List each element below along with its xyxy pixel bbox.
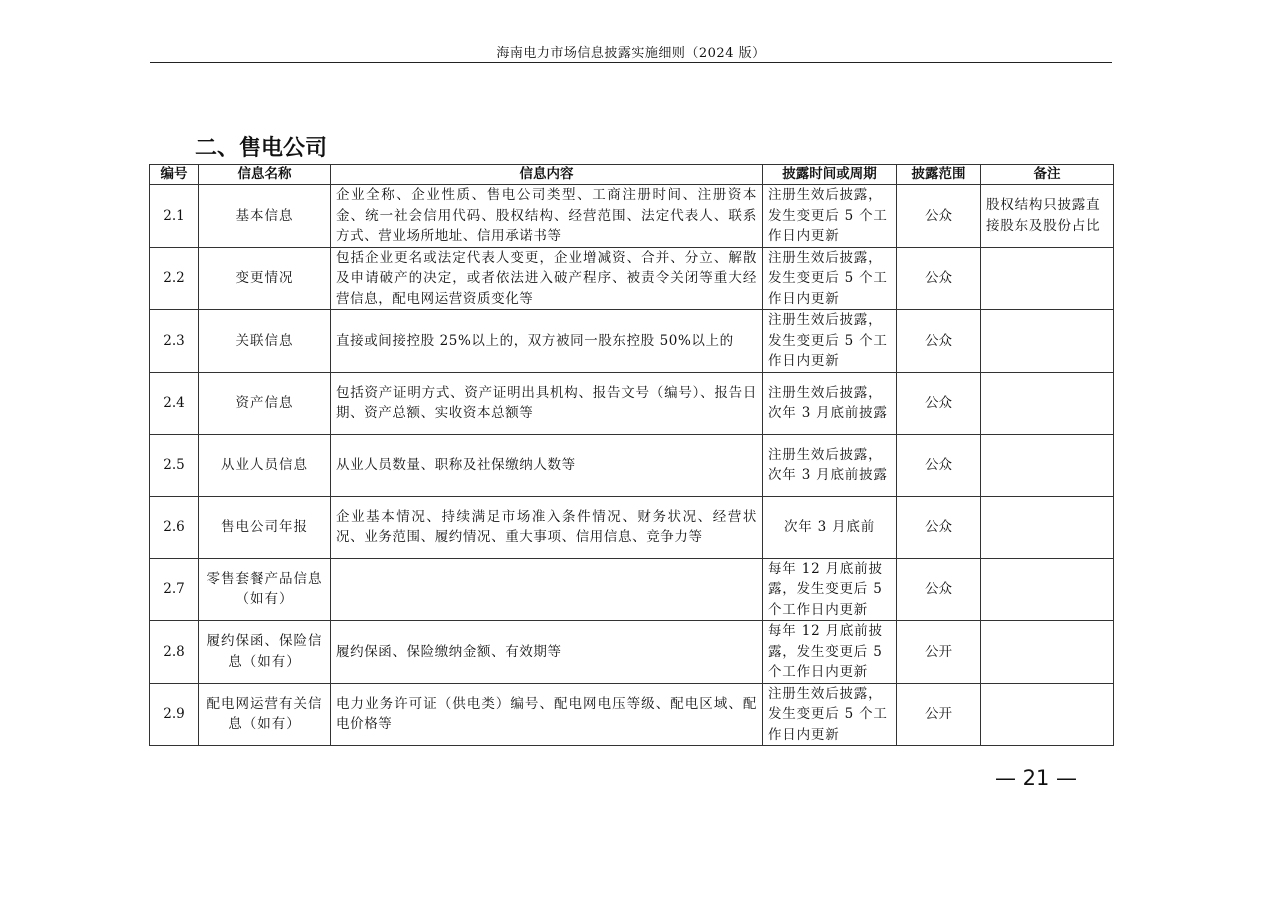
table-row [150, 372, 1114, 434]
row-time: 注册生效后披露，次年 3 月底前披露 [763, 434, 897, 496]
row-content: 直接或间接控股 25%以上的，双方被同一股东控股 50%以上的 [331, 310, 763, 373]
row-num: 2.6 [150, 496, 199, 558]
row-time: 每年 12 月底前披露，发生变更后 5 个工作日内更新 [763, 621, 897, 684]
row-num: 2.5 [150, 434, 199, 496]
row-name: 变更情况 [199, 247, 331, 310]
row-note [981, 434, 1114, 496]
section-title: 二、售电公司 [195, 136, 328, 161]
row-num: 2.8 [150, 621, 199, 684]
row-num: 2.9 [150, 683, 199, 746]
row-time: 每年 12 月底前披露，发生变更后 5 个工作日内更新 [763, 558, 897, 621]
row-time: 注册生效后披露，次年 3 月底前披露 [763, 372, 897, 434]
row-content: 电力业务许可证（供电类）编号、配电网电压等级、配电区域、配电价格等 [331, 683, 763, 746]
header-num: 编号 [150, 165, 199, 185]
row-scope: 公众 [897, 434, 981, 496]
row-num: 2.1 [150, 185, 199, 248]
header-content: 信息内容 [331, 165, 763, 185]
row-note [981, 558, 1114, 621]
row-content: 履约保函、保险缴纳金额、有效期等 [331, 621, 763, 684]
row-name: 配电网运营有关信息（如有） [199, 683, 331, 746]
row-num: 2.7 [150, 558, 199, 621]
row-time: 注册生效后披露，发生变更后 5 个工作日内更新 [763, 185, 897, 248]
header-note: 备注 [981, 165, 1114, 185]
row-name: 资产信息 [199, 372, 331, 434]
row-content: 包括企业更名或法定代表人变更，企业增减资、合并、分立、解散及申请破产的决定，或者依法进入破产程序、被责令关闭等重大经营信息，配电网运营资质变化等 [331, 247, 763, 310]
row-num: 2.2 [150, 247, 199, 310]
row-scope: 公众 [897, 247, 981, 310]
row-note [981, 621, 1114, 684]
document-header: 海南电力市场信息披露实施细则（2024 版） [496, 46, 766, 61]
table-row [150, 310, 1114, 373]
row-num: 2.3 [150, 310, 199, 373]
table-row [150, 434, 1114, 496]
row-scope: 公众 [897, 372, 981, 434]
table-row [150, 558, 1114, 621]
table-row [150, 683, 1114, 746]
header-time: 披露时间或周期 [763, 165, 897, 185]
row-time: 注册生效后披露，发生变更后 5 个工作日内更新 [763, 683, 897, 746]
row-content: 从业人员数量、职称及社保缴纳人数等 [331, 434, 763, 496]
row-note [981, 372, 1114, 434]
header-name: 信息名称 [199, 165, 331, 185]
row-note [981, 310, 1114, 373]
row-scope: 公开 [897, 621, 981, 684]
row-content: 企业基本情况、持续满足市场准入条件情况、财务状况、经营状况、业务范围、履约情况、重大事项、信用信息、竞争力等 [331, 496, 763, 558]
row-scope: 公众 [897, 496, 981, 558]
row-scope: 公众 [897, 310, 981, 373]
row-note [981, 683, 1114, 746]
table-row [150, 185, 1114, 248]
table-row [150, 496, 1114, 558]
row-content: 包括资产证明方式、资产证明出具机构、报告文号（编号）、报告日期、资产总额、实收资本总额等 [331, 372, 763, 434]
header-divider [150, 62, 1112, 63]
row-name: 关联信息 [199, 310, 331, 373]
row-scope: 公开 [897, 683, 981, 746]
table-header-row [150, 165, 1114, 185]
row-note [981, 247, 1114, 310]
row-name: 零售套餐产品信息（如有） [199, 558, 331, 621]
row-name: 基本信息 [199, 185, 331, 248]
row-note [981, 496, 1114, 558]
row-content [331, 558, 763, 621]
row-name: 售电公司年报 [199, 496, 331, 558]
row-name: 履约保函、保险信息（如有） [199, 621, 331, 684]
row-time: 注册生效后披露，发生变更后 5 个工作日内更新 [763, 247, 897, 310]
row-num: 2.4 [150, 372, 199, 434]
row-name: 从业人员信息 [199, 434, 331, 496]
disclosure-table [149, 164, 1114, 746]
row-time: 注册生效后披露，发生变更后 5 个工作日内更新 [763, 310, 897, 373]
page-number: — 21 — [994, 766, 1078, 790]
row-note: 股权结构只披露直接股东及股份占比 [981, 185, 1114, 248]
row-content: 企业全称、企业性质、售电公司类型、工商注册时间、注册资本金、统一社会信用代码、股权结构、经营范围、法定代表人、联系方式、营业场所地址、信用承诺书等 [331, 185, 763, 248]
header-scope: 披露范围 [897, 165, 981, 185]
row-scope: 公众 [897, 185, 981, 248]
row-scope: 公众 [897, 558, 981, 621]
table-row [150, 621, 1114, 684]
row-time: 次年 3 月底前 [763, 496, 897, 558]
table-row [150, 247, 1114, 310]
